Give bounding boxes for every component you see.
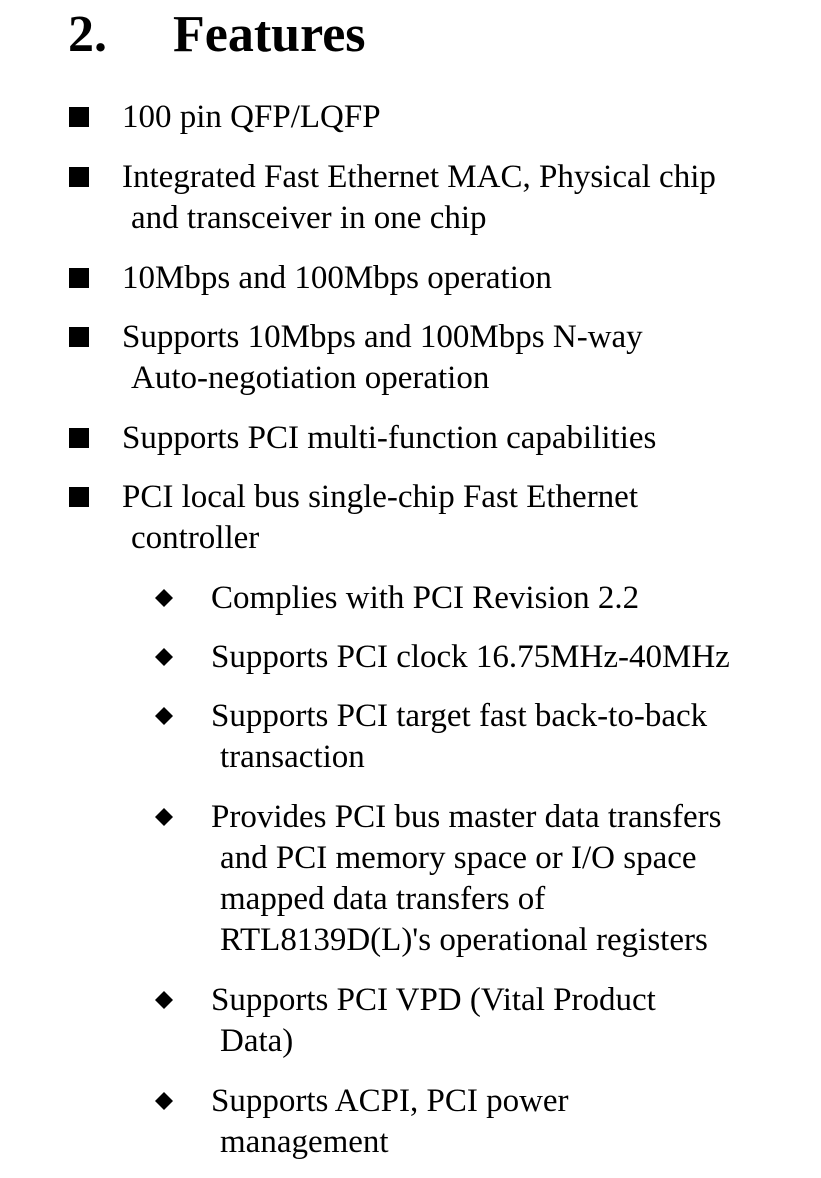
sub-feature-text: Supports PCI target fast back-to-back transaction: [211, 698, 708, 775]
square-bullet-icon: [69, 327, 89, 347]
feature-text: Integrated Fast Ethernet MAC, Physical chip and transceiver in one chip: [122, 159, 716, 236]
sub-feature-text: Supports PCI clock 16.75MHz-40MHz: [211, 639, 730, 675]
diamond-bullet-icon: [155, 991, 173, 1009]
feature-text: Supports 10Mbps and 100Mbps N-way Auto-negotiation operation: [122, 319, 643, 396]
sub-feature-text: Supports ACPI, PCI power management: [211, 1083, 569, 1160]
feature-text: 100 pin QFP/LQFP: [122, 99, 381, 135]
square-bullet-icon: [69, 107, 89, 127]
feature-text: Supports PCI multi-function capabilities: [122, 420, 657, 456]
diamond-bullet-icon: [155, 707, 173, 725]
diamond-bullet-icon: [155, 808, 173, 826]
feature-text: 10Mbps and 100Mbps operation: [122, 260, 552, 296]
section-heading: [68, 4, 366, 66]
square-bullet-icon: [69, 428, 89, 448]
section-number: 2.: [68, 6, 107, 63]
square-bullet-icon: [69, 268, 89, 288]
square-bullet-icon: [69, 487, 89, 507]
sub-feature-text: Provides PCI bus master data transfers and PCI memory space or I/O space mapped data transfers of RTL8139D(L)'s operational registers: [211, 799, 722, 958]
diamond-bullet-icon: [155, 589, 173, 607]
sub-feature-text: Complies with PCI Revision 2.2: [211, 580, 640, 616]
section-title: Features: [173, 6, 366, 63]
feature-text: PCI local bus single-chip Fast Ethernet controller: [122, 479, 638, 556]
diamond-bullet-icon: [155, 1092, 173, 1110]
diamond-bullet-icon: [155, 648, 173, 666]
sub-feature-text: Supports PCI VPD (Vital Product Data): [211, 982, 656, 1059]
square-bullet-icon: [69, 167, 89, 187]
